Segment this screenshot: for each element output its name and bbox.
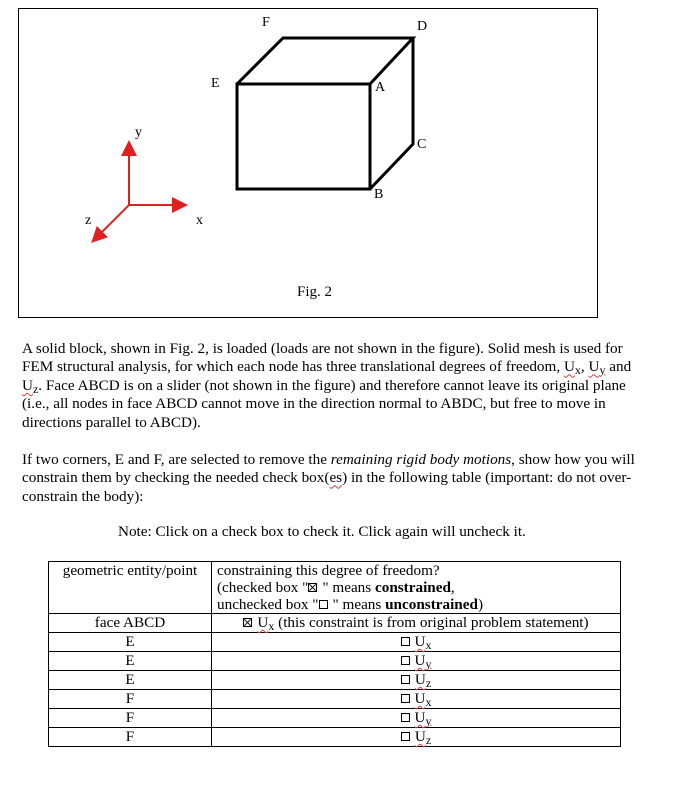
constraint-table [48, 561, 621, 747]
constraint-checkbox[interactable] [401, 732, 410, 741]
table-row [49, 633, 621, 652]
constraint-checkbox[interactable] [401, 675, 410, 684]
constraint-checkbox[interactable] [401, 713, 410, 722]
table-row [49, 690, 621, 709]
entity-cell: F [49, 728, 212, 747]
figure-2 [18, 8, 598, 318]
axis-label-z: z [85, 213, 92, 228]
cube [237, 38, 413, 189]
constraint-checkbox[interactable] [401, 656, 410, 665]
table-row [49, 652, 621, 671]
node-label-b: B [374, 187, 384, 202]
click-note: Note: Click on a check box to check it. Click again will uncheck it. [118, 523, 526, 540]
table-row [49, 709, 621, 728]
figure-caption: Fig. 2 [297, 284, 333, 300]
table-header-row [49, 562, 621, 614]
table-row [49, 728, 621, 747]
header-dof: constraining this degree of freedom? (checked box " " means constrained, unchecked box " " means unconstrained) [212, 562, 621, 614]
dof-cell: Uz [212, 728, 621, 747]
entity-cell: F [49, 709, 212, 728]
table-row [49, 614, 621, 633]
axis-label-y: y [135, 125, 142, 140]
uy-symbol: Uy [588, 358, 606, 378]
entity-cell: E [49, 671, 212, 690]
constraint-checkbox[interactable] [243, 618, 252, 627]
node-label-c: C [417, 137, 427, 152]
cube-front-face [237, 84, 370, 189]
legend-unchecked-box [319, 600, 328, 609]
cube-top-face [237, 38, 413, 84]
entity-cell: E [49, 633, 212, 652]
node-label-f: F [262, 15, 270, 30]
z-axis-arrow [94, 205, 129, 240]
node-label-e: E [211, 76, 220, 91]
node-label-a: A [375, 80, 386, 95]
dof-cell: Ux [212, 633, 621, 652]
entity-cell: face ABCD [49, 614, 212, 633]
problem-paragraph-2: If two corners, E and F, are selected to remove the remaining rigid body motions, show how you will constrain them by checking the needed check box(es) in the following table (important: do not over-constrain the body): [22, 451, 635, 505]
table-row [49, 671, 621, 690]
dof-cell: Ux (this constraint is from original problem statement) [212, 614, 621, 633]
axis-label-x: x [196, 213, 203, 228]
entity-cell: E [49, 652, 212, 671]
axes [94, 144, 184, 240]
problem-paragraph-1: A solid block, shown in Fig. 2, is loaded (loads are not shown in the figure). Solid mesh is used for FEM structural analysis, for which each node has three translational degrees of freedom, Ux, Uy and Uz. Face ABCD is on a slider (not shown in the figure) and therefore cannot leave its original plane (i.e., all nodes in face ABCD cannot move in the direction normal to ABDC, but free to move in directions parallel to ABCD). [22, 340, 632, 431]
dof-cell: Ux [212, 690, 621, 709]
ux-symbol: Ux [563, 358, 581, 378]
legend-checked-box [308, 583, 317, 592]
constraint-checkbox[interactable] [401, 694, 410, 703]
header-entity: geometric entity/point [49, 562, 212, 614]
uz-symbol: Uz [22, 376, 39, 396]
dof-cell: Uz [212, 671, 621, 690]
dof-cell: Uy [212, 652, 621, 671]
constraint-checkbox[interactable] [401, 637, 410, 646]
entity-cell: F [49, 690, 212, 709]
block-diagram [19, 9, 599, 319]
dof-cell: Uy [212, 709, 621, 728]
node-label-d: D [417, 19, 428, 34]
